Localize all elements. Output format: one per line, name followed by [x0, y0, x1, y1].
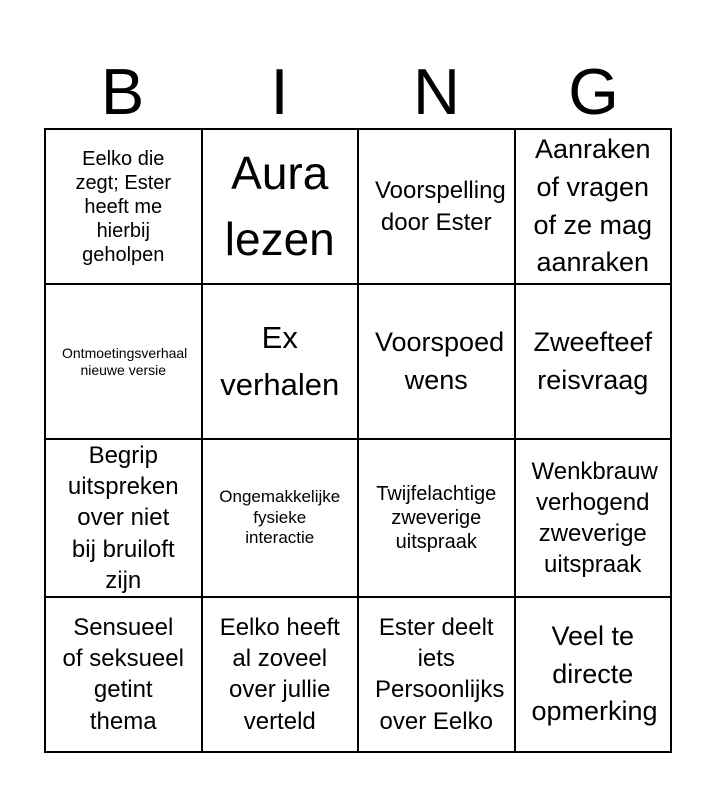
bingo-cell[interactable]: Eelko die zegt; Ester heeft me hierbij geholpen — [45, 129, 202, 284]
bingo-cell[interactable]: Veel te directe opmerking — [515, 597, 672, 752]
bingo-cell[interactable]: Begrip uitspreken over niet bij bruiloft zijn — [45, 439, 202, 597]
bingo-cell[interactable]: Ongemakkelijke fysieke interactie — [202, 439, 359, 597]
bingo-cell[interactable]: Ontmoetingsverhaal nieuwe versie — [45, 284, 202, 439]
bingo-row — [45, 129, 671, 284]
bingo-cell[interactable]: Eelko heeft al zoveel over jullie verteld — [202, 597, 359, 752]
bingo-cell[interactable]: Sensueel of seksueel getint thema — [45, 597, 202, 752]
bingo-cell[interactable]: Ex verhalen — [202, 284, 359, 439]
bingo-row — [45, 597, 671, 752]
bingo-cell[interactable]: Aanraken of vragen of ze mag aanraken — [515, 129, 672, 284]
bingo-row — [45, 439, 671, 597]
bingo-row — [45, 284, 671, 439]
bingo-cell[interactable]: Aura lezen — [202, 129, 359, 284]
bingo-cell[interactable]: Zweefteef reisvraag — [515, 284, 672, 439]
bingo-header — [44, 0, 672, 128]
bingo-cell[interactable]: Twijfelachtige zweverige uitspraak — [358, 439, 515, 597]
header-letter-g: G — [568, 55, 619, 128]
header-letter-b: B — [100, 55, 145, 128]
bingo-card — [44, 0, 672, 753]
bingo-cell[interactable]: Ester deelt iets Persoonlijks over Eelko — [358, 597, 515, 752]
bingo-grid — [44, 128, 672, 753]
bingo-cell[interactable]: Wenkbrauw verhogend zweverige uitspraak — [515, 439, 672, 597]
header-letter-n: N — [413, 55, 460, 128]
bingo-cell[interactable]: Voorspelling door Ester — [358, 129, 515, 284]
header-letter-i: I — [270, 55, 289, 128]
bingo-cell[interactable]: Voorspoed wens — [358, 284, 515, 439]
